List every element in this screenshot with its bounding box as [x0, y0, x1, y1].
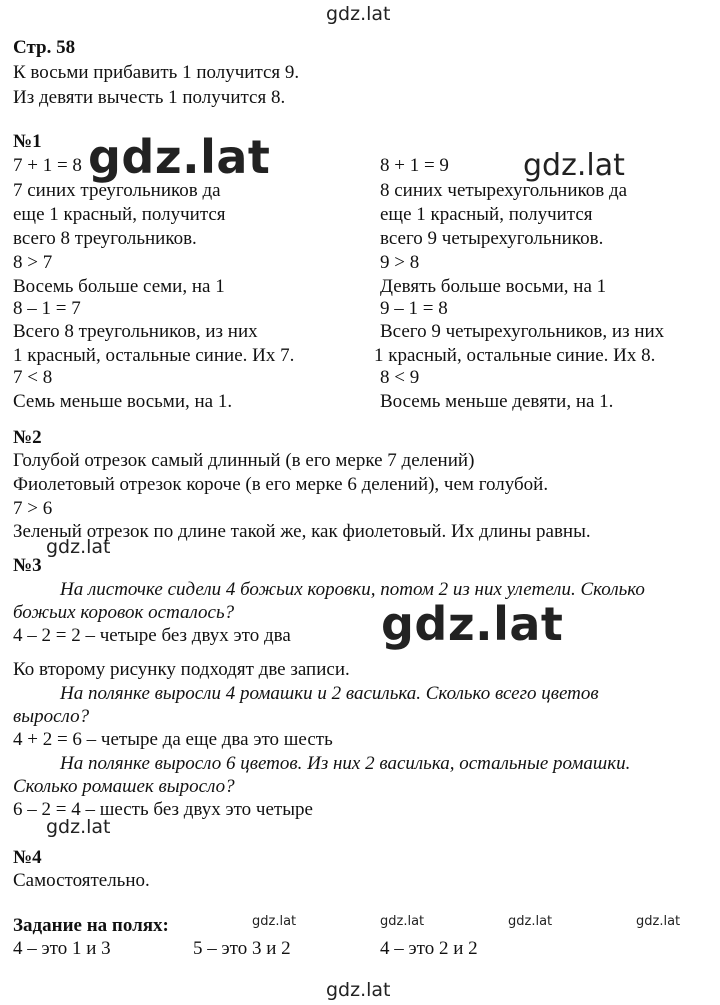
task2-line: Фиолетовый отрезок короче (в его мерке 6 делений), чем голубой. [13, 474, 549, 495]
watermark-tiny-1: gdz.lat [252, 914, 297, 929]
task1-left-line: 7 + 1 = 8 [13, 155, 82, 176]
margins-title: Задание на полях: [13, 915, 169, 936]
watermark-small-2: gdz.lat [46, 816, 111, 838]
watermark-tiny-2: gdz.lat [380, 914, 425, 929]
watermark-medium-1: gdz.lat [523, 148, 625, 183]
task1-right-line: 8 + 1 = 9 [380, 155, 449, 176]
task1-left-line: Семь меньше восьми, на 1. [13, 391, 233, 412]
task1-right-line: 8 < 9 [380, 367, 420, 388]
task1-right-line: Девять больше восьми, на 1 [380, 276, 607, 297]
task1-left-line: еще 1 красный, получится [13, 204, 226, 225]
task1-right-line: Восемь меньше девяти, на 1. [380, 391, 614, 412]
task3-number: №3 [13, 555, 42, 576]
task1-left-line: 7 < 8 [13, 367, 53, 388]
task1-right-line: всего 9 четырехугольников. [380, 228, 604, 249]
task3-question: божьих коровок осталось? [13, 602, 235, 623]
task1-left-line: 8 – 1 = 7 [13, 298, 81, 319]
task3-answer: 4 + 2 = 6 – четыре да еще два это шесть [13, 729, 333, 750]
task3-question: На листочке сидели 4 божьих коровки, потом 2 из них улетели. Сколько [60, 579, 645, 600]
task1-left-line: 8 > 7 [13, 252, 53, 273]
task3-question: выросло? [13, 706, 90, 727]
watermark-large-2: gdz.lat [381, 597, 564, 651]
task1-left-line: всего 8 треугольников. [13, 228, 197, 249]
watermark-bottom: gdz.lat [326, 979, 391, 1001]
task1-right-line: 9 – 1 = 8 [380, 298, 448, 319]
intro-line: Из девяти вычесть 1 получится 8. [13, 87, 286, 108]
task1-right-line: 1 красный, остальные синие. Их 8. [374, 345, 656, 366]
intro-line: К восьми прибавить 1 получится 9. [13, 62, 300, 83]
task1-right-line: 9 > 8 [380, 252, 420, 273]
task3-question: На полянке выросли 4 ромашки и 2 василька. Сколько всего цветов [60, 683, 599, 704]
task2-line: Голубой отрезок самый длинный (в его мерке 7 делений) [13, 450, 475, 471]
watermark-tiny-3: gdz.lat [508, 914, 553, 929]
task1-left-line: Всего 8 треугольников, из них [13, 321, 258, 342]
task1-right-line: Всего 9 четырехугольников, из них [380, 321, 665, 342]
task2-line: 7 > 6 [13, 498, 53, 519]
page-heading: Стр. 58 [13, 37, 76, 58]
task3-answer: 6 – 2 = 4 – шесть без двух это четыре [13, 799, 313, 820]
watermark-small-1: gdz.lat [46, 536, 111, 558]
task3-question: Сколько ромашек выросло? [13, 776, 235, 797]
watermark-large-1: gdz.lat [88, 130, 271, 184]
task3-note: Ко второму рисунку подходят две записи. [13, 659, 350, 680]
task4-text: Самостоятельно. [13, 870, 150, 891]
task1-right-line: 8 синих четырехугольников да [380, 180, 628, 201]
margins-item: 4 – это 2 и 2 [380, 938, 478, 959]
task1-left-line: 1 красный, остальные синие. Их 7. [13, 345, 295, 366]
task1-left-line: Восемь больше семи, на 1 [13, 276, 225, 297]
task2-line: Зеленый отрезок по длине такой же, как фиолетовый. Их длины равны. [13, 521, 591, 542]
margins-item: 4 – это 1 и 3 [13, 938, 111, 959]
margins-item: 5 – это 3 и 2 [193, 938, 291, 959]
task3-question: На полянке выросло 6 цветов. Из них 2 василька, остальные ромашки. [60, 753, 631, 774]
task3-answer: 4 – 2 = 2 – четыре без двух это два [13, 625, 291, 646]
task1-right-line: еще 1 красный, получится [380, 204, 593, 225]
task1-left-line: 7 синих треугольников да [13, 180, 221, 201]
task4-number: №4 [13, 847, 42, 868]
watermark-tiny-4: gdz.lat [636, 914, 681, 929]
task2-number: №2 [13, 427, 42, 448]
task1-number: №1 [13, 131, 42, 152]
watermark-top: gdz.lat [326, 3, 391, 25]
